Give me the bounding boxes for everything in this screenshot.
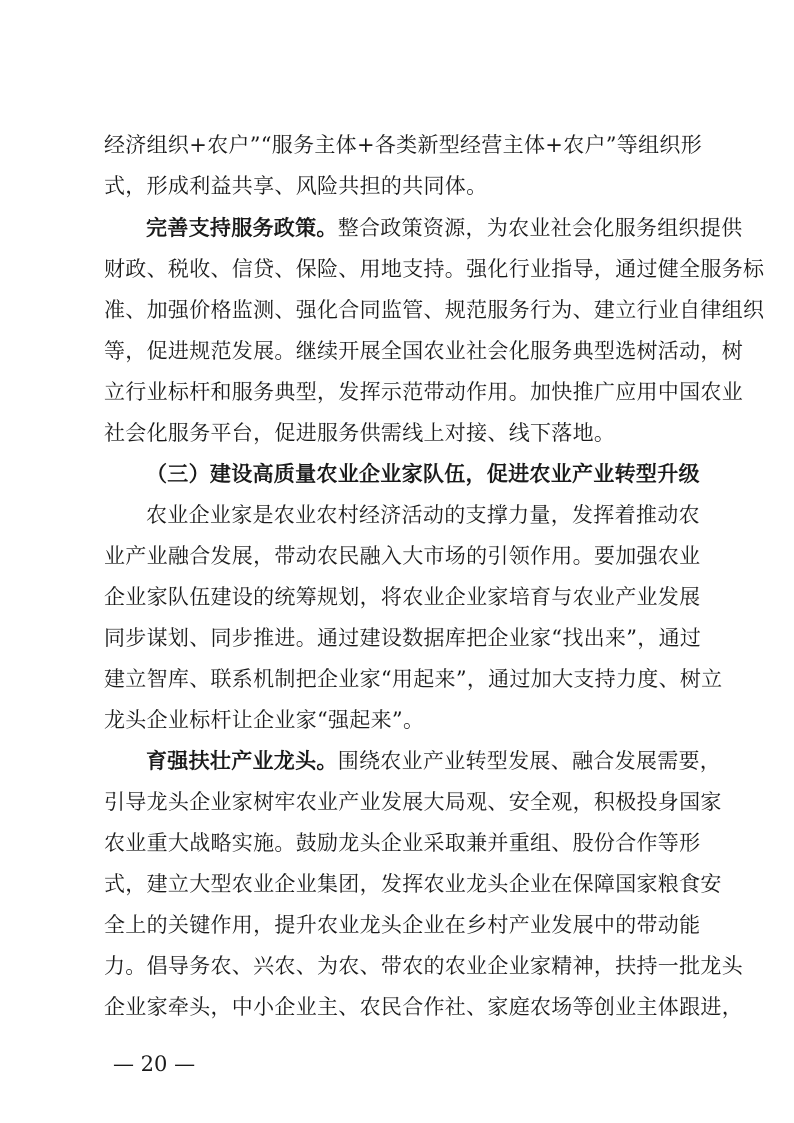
body-text-line: 农业企业家是农业农村经济活动的支撑力量，发挥着推动农 [146, 503, 700, 527]
body-text-line: 业产业融合发展，带动农民融入大市场的引领作用。要加强农业 [104, 544, 701, 568]
body-text-line: 农业重大战略实施。鼓励龙头企业采取兼并重组、股份合作等形 [104, 831, 701, 855]
body-text-line: 立行业标杆和服务典型，发挥示范带动作用。加快推广应用中国农业 [104, 380, 743, 404]
body-text-line: 式，形成利益共享、风险共担的共同体。 [104, 174, 488, 198]
paragraph-lead-heading: 育强扶壮产业龙头。 [146, 748, 338, 773]
body-text-line: 全上的关键作用，提升农业龙头企业在乡村产业发展中的带动能 [104, 913, 701, 937]
paragraph-lead-line: 完善支持服务政策。整合政策资源，为农业社会化服务组织提供 [146, 215, 743, 240]
body-text-line: 企业家队伍建设的统筹规划，将农业企业家培育与农业产业发展 [104, 585, 701, 609]
body-text-line: 建立智库、联系机制把企业家“用起来”，通过加大支持力度、树立 [104, 667, 723, 691]
body-text-line: 式，建立大型农业企业集团，发挥农业龙头企业在保障国家粮食安 [104, 872, 722, 896]
page-number: — 20 — [113, 1052, 196, 1076]
paragraph-lead-line: 育强扶壮产业龙头。围绕农业产业转型发展、融合发展需要， [146, 748, 722, 773]
section-heading: （三）建设高质量农业企业家队伍，促进农业产业转型升级 [146, 461, 700, 486]
body-text-line: 企业家牵头，中小企业主、农民合作社、家庭农场等创业主体跟进， [104, 995, 743, 1019]
body-text-line: 等，促进规范发展。继续开展全国农业社会化服务典型选树活动，树 [104, 339, 743, 363]
body-text-line: 力。倡导务农、兴农、为农、带农的农业企业家精神，扶持一批龙头 [104, 954, 743, 978]
body-text-line: 经济组织+农户”“服务主体+各类新型经营主体+农户”等组织形 [104, 133, 702, 157]
paragraph-lead-heading: 完善支持服务政策。 [146, 215, 338, 240]
body-text-line: 财政、税收、信贷、保险、用地支持。强化行业指导，通过健全服务标 [104, 257, 765, 281]
body-text-line: 引导龙头企业家树牢农业产业发展大局观、安全观，积极投身国家 [104, 790, 722, 814]
body-text-line: 社会化服务平台，促进服务供需线上对接、线下落地。 [104, 421, 616, 445]
body-text-line: 同步谋划、同步推进。通过建设数据库把企业家“找出来”，通过 [104, 626, 702, 650]
body-text-line: 龙头企业标杆让企业家“强起来”。 [104, 708, 425, 732]
body-text-line: 准、加强价格监测、强化合同监管、规范服务行为、建立行业自律组织 [104, 298, 765, 322]
